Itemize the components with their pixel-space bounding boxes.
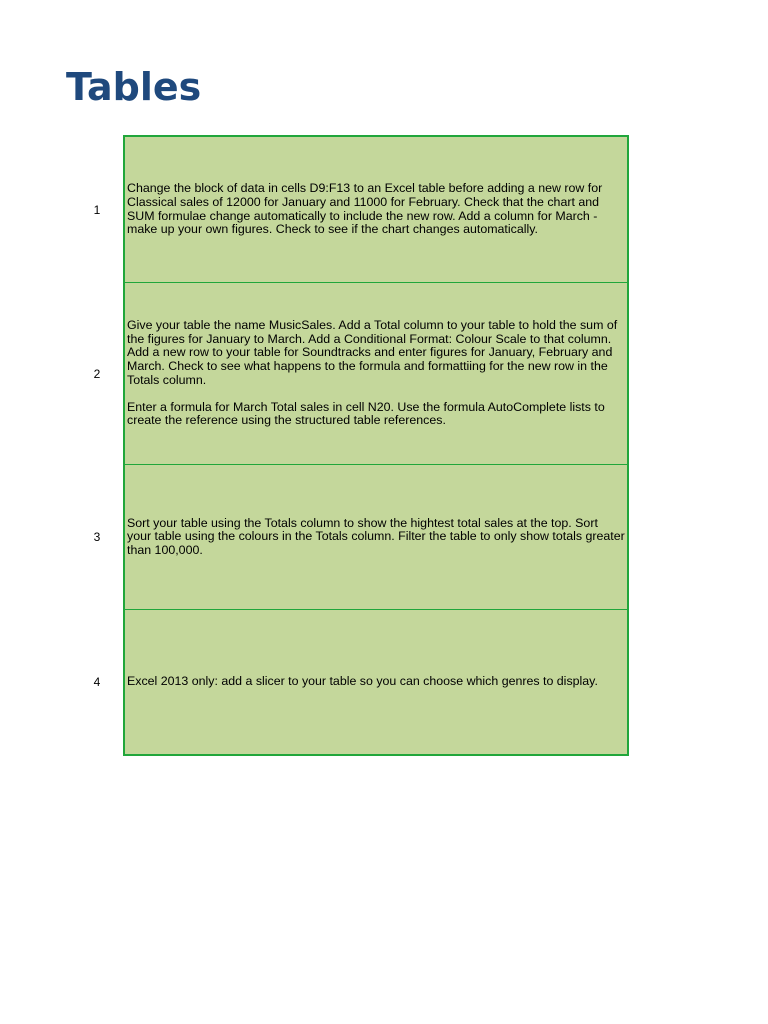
task-instructions xyxy=(125,182,627,236)
task-instructions xyxy=(125,675,600,689)
task-row[interactable] xyxy=(93,283,627,465)
task-instructions xyxy=(125,319,627,428)
task-row[interactable] xyxy=(93,610,627,754)
page-title: Tables xyxy=(66,65,202,109)
row-number: 2 xyxy=(93,366,101,381)
row-number: 1 xyxy=(93,202,101,217)
task-paragraph: Enter a formula for March Total sales in cell N20. Use the formula AutoComplete lists to create the reference using the structured table references. xyxy=(127,399,605,428)
row-number: 4 xyxy=(93,675,101,689)
task-paragraph: Sort your table using the Totals column to show the hightest total sales at the top. Sort your table using the colours in the Totals column. Filter the table to only show totals greater than 100,000. xyxy=(127,515,625,557)
task-row[interactable] xyxy=(93,465,627,610)
row-number: 3 xyxy=(93,530,101,544)
task-paragraph: Change the block of data in cells D9:F13 to an Excel table before adding a new row for Classical sales of 12000 for January and 11000 for February. Check that the chart and SUM formulae change automatically to include the new row. Add a column for March - make up your own figures. Check to see if the chart changes automatically. xyxy=(127,181,603,237)
task-row[interactable] xyxy=(93,137,627,283)
task-paragraph: Excel 2013 only: add a slicer to your table so you can choose which genres to display. xyxy=(127,674,598,689)
task-table xyxy=(93,135,629,756)
task-instructions xyxy=(125,517,627,558)
task-paragraph: Give your table the name MusicSales. Add a Total column to your table to hold the sum of the figures for January to March. Add a Conditional Format: Colour Scale to that column. Add a new row to your table for Soundtracks and enter figures for January, February and March. Check to see what happens to the formula and formattiing for the new row in the Totals column. xyxy=(127,318,618,387)
